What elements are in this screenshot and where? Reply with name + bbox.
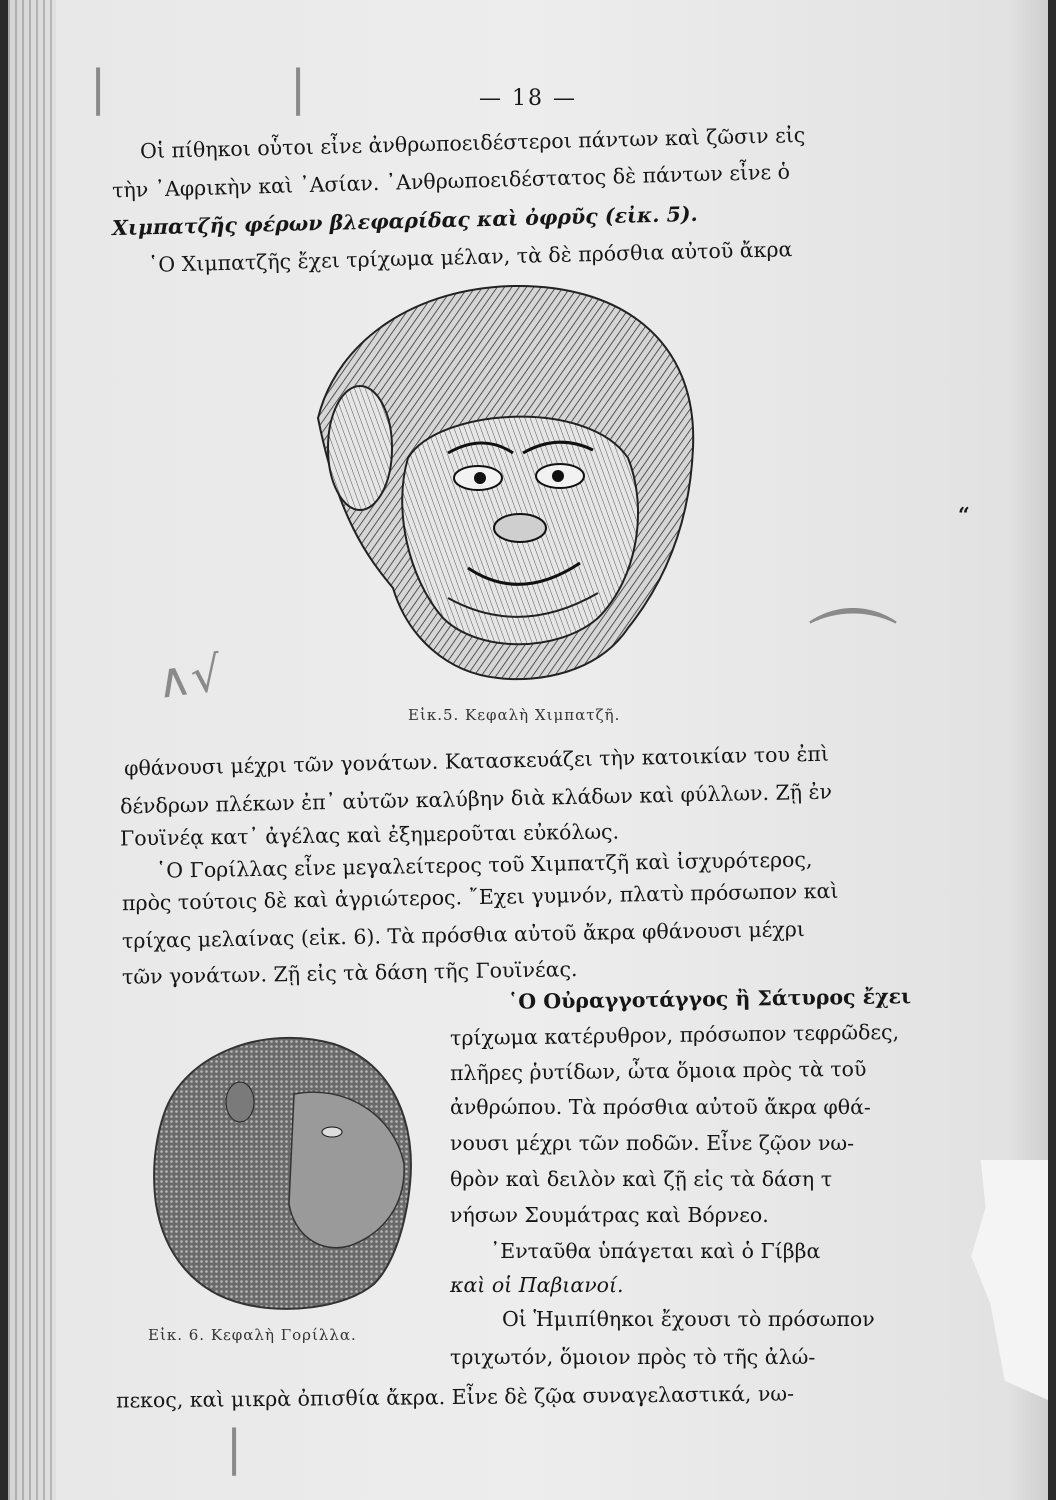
page-number: — 18 — bbox=[479, 86, 577, 111]
text-line: Οἱ πίθηκοι οὗτοι εἶνε ἀνθρωποειδέστεροι πάντων καὶ ζῶσιν εἰς bbox=[139, 122, 806, 164]
page-stack-edge bbox=[8, 0, 56, 1500]
torn-page-corner bbox=[952, 1160, 1048, 1400]
text-line: φθάνουσι μέχρι τῶν γονάτων. Κατασκευάζει τὴν κατοικίαν του ἐπὶ bbox=[123, 741, 830, 781]
gorilla-head-illustration bbox=[144, 1024, 424, 1314]
text-line: τῶν γονάτων. Ζῇ εἰς τὰ δάση τῆς Γουϊνέας. bbox=[121, 957, 578, 989]
page-mark: “ bbox=[958, 503, 970, 527]
pencil-mark: ⌒ bbox=[808, 601, 898, 706]
text-line: ᾿Ενταῦθα ὑπάγεται καὶ ὁ Γίββα bbox=[490, 1239, 821, 1263]
text-line: δένδρων πλέκων ἐπ᾿ αὐτῶν καλύβην διὰ κλάδων καὶ φύλλων. Ζῇ ἐν bbox=[119, 779, 833, 819]
text-line: τρίχας μελαίνας (εἰκ. 6). Τὰ πρόσθια αὐτοῦ ἄκρα φθάνουσι μέχρι bbox=[121, 917, 806, 953]
pencil-mark: | bbox=[290, 60, 307, 116]
pencil-mark: | bbox=[90, 60, 107, 116]
text-line: ῾Ο Γορίλλας εἶνε μεγαλείτερος τοῦ Χιμπατζῆ καὶ ἰσχυρότερος, bbox=[155, 847, 813, 883]
text-line: Γουϊνέᾳ κατ᾿ ἀγέλας καὶ ἐξημεροῦται εὐκόλως. bbox=[119, 819, 620, 851]
text-line: καὶ οἱ Παβιανοί. bbox=[450, 1273, 624, 1297]
text-line: νήσων Σουμάτρας καὶ Βόρνεο. bbox=[450, 1203, 769, 1227]
book-page bbox=[8, 0, 1048, 1500]
text-line: Χιμπατζῆς φέρων βλεφαρίδας καὶ ὀφρῦς (εἰκ. 5). bbox=[111, 201, 698, 241]
text-line: πεκος, καὶ μικρὰ ὀπισθία ἄκρα. Εἶνε δὲ ζῷα συναγελαστικά, νω- bbox=[115, 1381, 795, 1413]
pencil-mark: ∧√ bbox=[152, 645, 226, 711]
text-line: ῾Ο Χιμπατζῆς ἔχει τρίχωμα μέλαν, τὰ δὲ πρόσθια αὐτοῦ ἄκρα bbox=[147, 237, 793, 277]
pencil-mark: | bbox=[226, 1420, 243, 1476]
text-line: τὴν ᾿Αφρικὴν καὶ ᾿Ασίαν. ᾿Ανθρωποειδέστατος δὲ πάντων εἶνε ὁ bbox=[111, 159, 791, 203]
text-line: Οἱ Ἡμιπίθηκοι ἔχουσι τὸ πρόσωπον bbox=[502, 1307, 875, 1331]
text-line: τριχωτόν, ὅμοιον πρὸς τὸ τῆς ἀλώ- bbox=[450, 1345, 816, 1369]
figure-5-caption: Εἰκ.5. Κεφαλὴ Χιμπατζῆ. bbox=[408, 706, 621, 724]
text-line: τρίχωμα κατέρυθρον, πρόσωπον τεφρῶδες, bbox=[449, 1019, 900, 1051]
text-line: ἀνθρώπου. Τὰ πρόσθια αὐτοῦ ἄκρα φθά- bbox=[450, 1095, 871, 1119]
text-line: πρὸς τούτοις δὲ καὶ ἀγριώτερος. ῎Εχει γυμνόν, πλατὺ πρόσωπον καὶ bbox=[121, 878, 839, 916]
text-line: θρὸν καὶ δειλὸν καὶ ζῇ εἰς τὰ δάση τ bbox=[450, 1167, 833, 1191]
chimpanzee-head-illustration bbox=[298, 278, 728, 698]
figure-6-caption: Εἰκ. 6. Κεφαλὴ Γορίλλα. bbox=[148, 1326, 357, 1344]
text-line: ῾Ο Οὐραγγοτάγγος ἢ Σάτυρος ἔχει bbox=[507, 984, 912, 1014]
text-line: νουσι μέχρι τῶν ποδῶν. Εἶνε ζῷον νω- bbox=[450, 1131, 855, 1155]
text-line: πλῆρες ῥυτίδων, ὦτα ὅμοια πρὸς τὰ τοῦ bbox=[449, 1056, 867, 1086]
